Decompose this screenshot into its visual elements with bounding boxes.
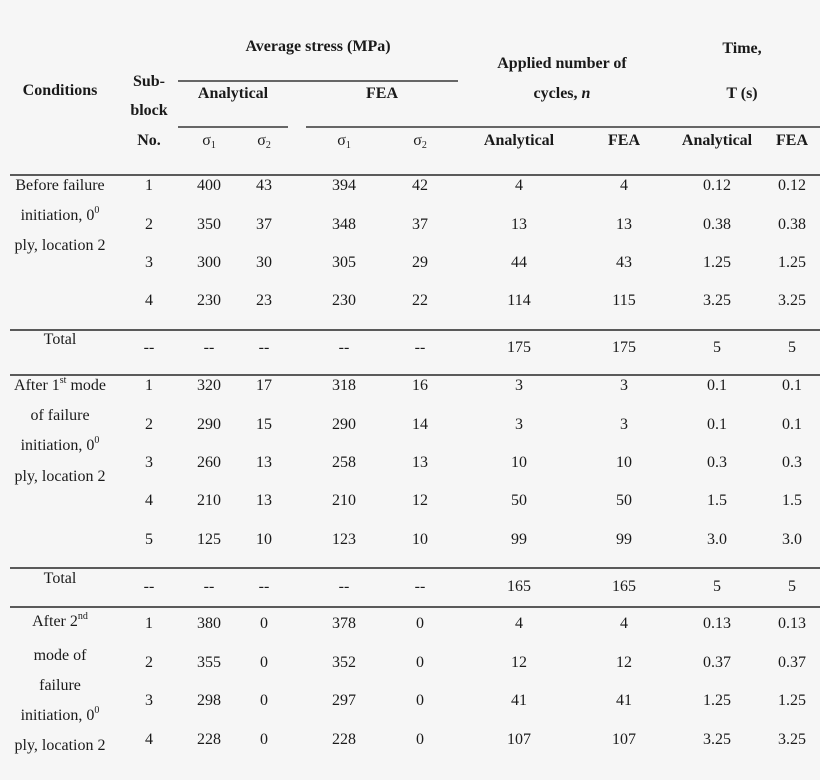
table-cell: 0 — [260, 731, 268, 748]
table-cell: 4 — [515, 615, 523, 632]
table-cell: 348 — [332, 216, 356, 233]
table-cell: 10 — [616, 454, 632, 471]
table-cell: 2 — [145, 654, 153, 671]
table-rule — [10, 329, 820, 331]
total-cell: 5 — [713, 339, 721, 356]
table-cell: 3.25 — [778, 731, 806, 748]
condition-text: failure — [39, 677, 81, 694]
table-cell: 3.0 — [782, 531, 802, 548]
header-applied-2 — [534, 85, 591, 103]
table-cell: 3.25 — [778, 292, 806, 309]
table-cell: 43 — [256, 177, 272, 194]
table-rule — [10, 374, 820, 376]
condition-label-line — [32, 613, 88, 631]
table-cell: 0 — [260, 692, 268, 709]
condition-sup: 0 — [94, 435, 100, 446]
table-cell: 1.25 — [778, 692, 806, 709]
total-cell: 175 — [612, 339, 636, 356]
table-cell: 230 — [332, 292, 356, 309]
table-cell: 10 — [412, 531, 428, 548]
table-cell: 400 — [197, 177, 221, 194]
table-cell: 0.13 — [703, 615, 731, 632]
sigma: σ — [337, 132, 346, 149]
condition-label-line — [30, 407, 89, 425]
table-cell: 37 — [412, 216, 428, 233]
table-cell: 355 — [197, 654, 221, 671]
table-cell: 107 — [507, 731, 531, 748]
header-conditions: Conditions — [22, 82, 98, 99]
condition-text: ply, location 2 — [14, 468, 106, 485]
table-cell: 4 — [145, 731, 153, 748]
table-cell: 12 — [616, 654, 632, 671]
header-f-sigma2 — [413, 132, 427, 150]
table-cell: 5 — [145, 531, 153, 548]
table-cell: 50 — [616, 492, 632, 509]
header-stress-fea: FEA — [366, 85, 398, 102]
condition-label-line — [21, 207, 100, 225]
table-cell: 13 — [616, 216, 632, 233]
table-cell: 2 — [145, 216, 153, 233]
table-cell: 350 — [197, 216, 221, 233]
table-cell: 4 — [620, 615, 628, 632]
table-cell: 210 — [197, 492, 221, 509]
table-cell: 123 — [332, 531, 356, 548]
condition-label-line — [15, 177, 104, 195]
total-cell: 175 — [507, 339, 531, 356]
total-label: Total — [43, 570, 77, 587]
condition-label-line — [34, 647, 87, 665]
total-label: Total — [43, 331, 77, 348]
header-sub-block-2: block — [130, 102, 168, 119]
table-cell: 260 — [197, 454, 221, 471]
table-cell: 13 — [256, 454, 272, 471]
table-cell: 3.0 — [707, 531, 727, 548]
condition-text: of failure — [30, 407, 90, 424]
header-t-analytical: Analytical — [681, 132, 753, 149]
table-cell: 3 — [620, 377, 628, 394]
total-cell: -- — [143, 339, 155, 356]
table-cell: 0 — [416, 654, 424, 671]
table-cell: 380 — [197, 615, 221, 632]
condition-sup: st — [59, 375, 67, 386]
header-rule — [178, 80, 458, 82]
sub: 1 — [345, 140, 351, 151]
condition-sup: 0 — [94, 205, 100, 216]
condition-sup: 0 — [94, 705, 100, 716]
header-time-1: Time, — [722, 40, 762, 57]
table-cell: 4 — [145, 292, 153, 309]
table-cell: 99 — [616, 531, 632, 548]
header-f-sigma1 — [337, 132, 351, 150]
header-sub-block-no: No. — [137, 132, 161, 149]
table-cell: 290 — [332, 416, 356, 433]
table-cell: 15 — [256, 416, 272, 433]
table-cell: 0.1 — [707, 416, 727, 433]
total-cell: 165 — [612, 578, 636, 595]
condition-label-line — [15, 737, 106, 755]
condition-text: initiation, 0 — [20, 437, 95, 454]
condition-text: After 2 — [32, 613, 78, 630]
table-cell: 378 — [332, 615, 356, 632]
table-cell: 1.5 — [707, 492, 727, 509]
table-rule — [10, 567, 820, 569]
table-cell: 99 — [511, 531, 527, 548]
sub: 1 — [210, 140, 216, 151]
header-a-sigma2 — [257, 132, 271, 150]
table-cell: 318 — [332, 377, 356, 394]
header-average-stress: Average stress (MPa) — [245, 38, 391, 55]
table-cell: 0.37 — [778, 654, 806, 671]
header-time-2: T (s) — [726, 85, 758, 102]
table-cell: 41 — [511, 692, 527, 709]
table-cell: 0 — [260, 615, 268, 632]
condition-text: mode of — [33, 647, 87, 664]
condition-label-line — [21, 437, 100, 455]
table-cell: 12 — [412, 492, 428, 509]
table-cell: 10 — [511, 454, 527, 471]
table-cell: 228 — [197, 731, 221, 748]
condition-text: initiation, 0 — [20, 207, 95, 224]
table-cell: 258 — [332, 454, 356, 471]
condition-label-line — [39, 677, 81, 695]
table-cell: 37 — [256, 216, 272, 233]
header-t-fea: FEA — [776, 132, 808, 149]
total-cell: -- — [143, 578, 155, 595]
table-cell: 0.12 — [703, 177, 731, 194]
table-cell: 0.1 — [782, 377, 802, 394]
table-cell: 4 — [145, 492, 153, 509]
sigma: σ — [257, 132, 266, 149]
table-cell: 43 — [616, 254, 632, 271]
table-cell: 13 — [412, 454, 428, 471]
table-cell: 0 — [416, 615, 424, 632]
table-cell: 305 — [332, 254, 356, 271]
table-rule — [10, 606, 820, 608]
table-cell: 1.25 — [703, 692, 731, 709]
total-cell: -- — [203, 578, 215, 595]
condition-text: ply, location 2 — [14, 237, 106, 254]
condition-sup: nd — [77, 611, 88, 622]
header-stress-analytical: Analytical — [197, 85, 269, 102]
table-cell: 114 — [507, 292, 531, 309]
table-cell: 297 — [332, 692, 356, 709]
sigma: σ — [413, 132, 422, 149]
table-cell: 12 — [511, 654, 527, 671]
table-cell: 3 — [145, 692, 153, 709]
table-cell: 22 — [412, 292, 428, 309]
table-cell: 0 — [416, 692, 424, 709]
table-cell: 3 — [145, 254, 153, 271]
total-cell: -- — [338, 339, 350, 356]
total-cell: 165 — [507, 578, 531, 595]
table-cell: 210 — [332, 492, 356, 509]
header-applied-n: n — [581, 85, 591, 102]
table-rule — [10, 174, 820, 176]
table-cell: 1 — [145, 377, 153, 394]
table-cell: 3.25 — [703, 731, 731, 748]
total-cell: 5 — [788, 578, 796, 595]
table-cell: 42 — [412, 177, 428, 194]
header-rule — [178, 126, 288, 128]
table-cell: 0.3 — [782, 454, 802, 471]
condition-text: Before failure — [15, 177, 105, 194]
table-cell: 0.38 — [703, 216, 731, 233]
total-cell: 5 — [713, 578, 721, 595]
total-cell: -- — [203, 339, 215, 356]
table-cell: 1 — [145, 615, 153, 632]
sub: 2 — [265, 140, 271, 151]
total-cell: -- — [258, 339, 270, 356]
table-cell: 0.1 — [782, 416, 802, 433]
table-cell: 320 — [197, 377, 221, 394]
header-n-analytical: Analytical — [483, 132, 555, 149]
header-sub-block-1: Sub- — [132, 73, 166, 90]
table-cell: 3 — [515, 377, 523, 394]
table-cell: 50 — [511, 492, 527, 509]
table-cell: 0.38 — [778, 216, 806, 233]
table-cell: 125 — [197, 531, 221, 548]
condition-label-line — [14, 377, 106, 395]
total-cell: -- — [338, 578, 350, 595]
table-cell: 3 — [515, 416, 523, 433]
table-cell: 14 — [412, 416, 428, 433]
table-cell: 3 — [620, 416, 628, 433]
total-cell: -- — [414, 578, 426, 595]
header-rule — [306, 126, 820, 128]
header-applied-text: cycles, — [533, 85, 582, 102]
table-cell: 228 — [332, 731, 356, 748]
condition-text: ply, location 2 — [14, 737, 106, 754]
table-cell: 17 — [256, 377, 272, 394]
table-cell: 29 — [412, 254, 428, 271]
condition-text: initiation, 0 — [20, 707, 95, 724]
condition-label-line — [15, 237, 106, 255]
sigma: σ — [202, 132, 211, 149]
condition-label-line — [15, 468, 106, 486]
table-cell: 13 — [256, 492, 272, 509]
table-cell: 0.12 — [778, 177, 806, 194]
table-cell: 1 — [145, 177, 153, 194]
table-cell: 0.13 — [778, 615, 806, 632]
header-applied-1: Applied number of — [497, 55, 627, 72]
table-cell: 290 — [197, 416, 221, 433]
total-cell: -- — [258, 578, 270, 595]
table-cell: 0.3 — [707, 454, 727, 471]
table-cell: 230 — [197, 292, 221, 309]
table-cell: 2 — [145, 416, 153, 433]
table-cell: 0 — [416, 731, 424, 748]
condition-after: mode — [66, 377, 106, 394]
table-cell: 1.25 — [703, 254, 731, 271]
table-cell: 3.25 — [703, 292, 731, 309]
total-cell: 5 — [788, 339, 796, 356]
table-cell: 115 — [612, 292, 636, 309]
table-cell: 23 — [256, 292, 272, 309]
table-cell: 4 — [620, 177, 628, 194]
table-cell: 30 — [256, 254, 272, 271]
condition-text: After 1 — [14, 377, 60, 394]
table-cell: 4 — [515, 177, 523, 194]
table-cell: 0.37 — [703, 654, 731, 671]
table-cell: 44 — [511, 254, 527, 271]
header-a-sigma1 — [202, 132, 216, 150]
table-cell: 1.25 — [778, 254, 806, 271]
table-cell: 0 — [260, 654, 268, 671]
table-cell: 13 — [511, 216, 527, 233]
table-cell: 41 — [616, 692, 632, 709]
table-cell: 107 — [612, 731, 636, 748]
table-cell: 16 — [412, 377, 428, 394]
table-cell: 1.5 — [782, 492, 802, 509]
table-cell: 3 — [145, 454, 153, 471]
condition-label-line — [21, 707, 100, 725]
table-cell: 10 — [256, 531, 272, 548]
table-cell: 394 — [332, 177, 356, 194]
sub: 2 — [421, 140, 427, 151]
table-cell: 0.1 — [707, 377, 727, 394]
table-cell: 352 — [332, 654, 356, 671]
total-cell: -- — [414, 339, 426, 356]
header-n-fea: FEA — [608, 132, 640, 149]
table-cell: 298 — [197, 692, 221, 709]
table-cell: 300 — [197, 254, 221, 271]
